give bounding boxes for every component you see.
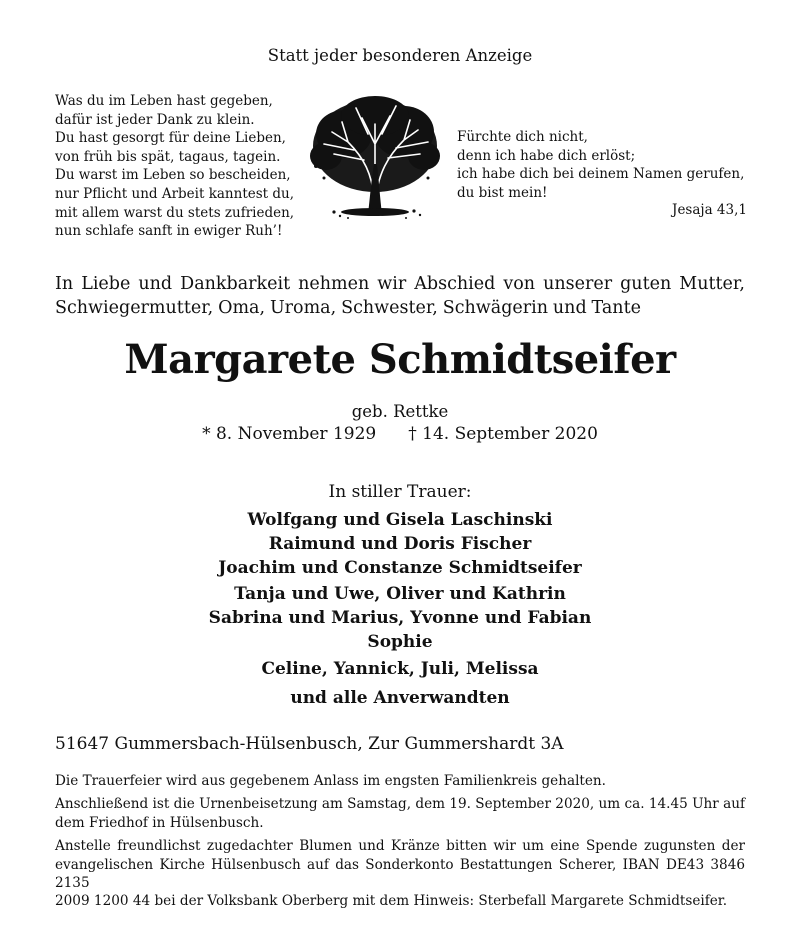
intro-line-1 [55, 272, 745, 296]
note-line: Anschließend ist die Urnenbeisetzung am Samstag, dem 19. September 2020, um ca. 14.45 Uhr auf [55, 796, 746, 813]
intro-text [55, 272, 745, 320]
family-line: Sabrina und Marius, Yvonne und Fabian [208, 608, 592, 628]
intro-word: guten [620, 274, 672, 294]
note-line: evangelischen Kirche Hülsenbusch auf das Sonderkonto Bestattungen Scherer, IBAN DE43 3846 2135 [55, 856, 745, 892]
deceased-name: Margarete Schmidtseifer [124, 336, 676, 383]
poem-left-line: Du warst im Leben so bescheiden, [55, 167, 291, 184]
note-line: Anstelle freundlichst zugedachter Blumen und Kränze bitten wir um eine Spende zugunsten der [55, 838, 745, 855]
poem-left-line: dafür ist jeder Dank zu klein. [55, 111, 255, 128]
intro-word: unserer [543, 274, 613, 294]
poem-left-line: nun schlafe sanft in ewiger Ruh’! [55, 223, 283, 240]
poem-right [457, 128, 757, 202]
poem-right-line: du bist mein! [457, 184, 548, 201]
poem-right-line: Fürchte dich nicht, [457, 129, 588, 145]
birth-date: * 8. November 1929 [202, 424, 377, 444]
note-burial [55, 795, 745, 832]
poem-right-line: ich habe dich bei deinem Namen gerufen, [457, 166, 745, 183]
intro-word: Schwester, [341, 298, 438, 318]
family-group-children [0, 508, 800, 580]
intro-word: und [552, 298, 587, 318]
bible-verse-source: Jesaja 43,1 [672, 202, 747, 218]
note-donation [55, 837, 745, 911]
notice-heading: Statt jeder besonderen Anzeige [267, 46, 533, 65]
note-ceremony: Die Trauerfeier wird aus gegebenem Anlass im engsten Familienkreis gehalten. [55, 773, 607, 789]
intro-word: In [55, 274, 74, 294]
intro-line-2 [55, 296, 745, 320]
intro-word: Schwiegermutter, [55, 298, 214, 318]
intro-word: Oma, [218, 298, 266, 318]
note-line: 2009 1200 44 bei der Volksbank Oberberg mit dem Hinweis: Sterbefall Margarete Schmidtseifer. [55, 893, 728, 910]
poem-left-line: Was du im Leben hast gegeben, [55, 93, 273, 109]
intro-word: Liebe [81, 274, 131, 294]
intro-word: von [503, 274, 536, 294]
family-line: Wolfgang und Gisela Laschinski [247, 510, 553, 530]
life-dates [0, 424, 800, 444]
intro-word: und [138, 274, 173, 294]
intro-word: Uroma, [269, 298, 337, 318]
family-line: Tanja und Uwe, Oliver und Kathrin [234, 584, 566, 604]
address: 51647 Gummersbach-Hülsenbusch, Zur Gummershardt 3A [55, 734, 564, 754]
intro-word: nehmen [298, 274, 370, 294]
family-group-relatives: und alle Anverwandten [290, 688, 510, 708]
death-date: † 14. September 2020 [408, 424, 598, 444]
family-group-great-grandchildren: Celine, Yannick, Juli, Melissa [261, 659, 539, 679]
poem-left-line: von früh bis spät, tagaus, tagein. [55, 148, 281, 165]
family-line: Raimund und Doris Fischer [268, 534, 532, 554]
intro-word: Mutter, [679, 274, 745, 294]
maiden-name: geb. Rettke [351, 402, 449, 421]
tree-icon [304, 94, 446, 222]
poem-right-line: denn ich habe dich erlöst; [457, 147, 636, 164]
intro-word: Schwägerin [442, 298, 549, 318]
poem-left-line: mit allem warst du stets zufrieden, [55, 204, 295, 221]
poem-left-line: Du hast gesorgt für deine Lieben, [55, 130, 286, 147]
intro-word: Abschied [414, 274, 496, 294]
family-group-grandchildren [0, 582, 800, 654]
intro-word: Dankbarkeit [180, 274, 291, 294]
poem-left [55, 92, 305, 241]
mourning-label: In stiller Trauer: [328, 482, 472, 502]
poem-left-line: nur Pflicht und Arbeit kanntest du, [55, 185, 295, 202]
family-line: Sophie [367, 632, 433, 652]
intro-word: wir [377, 274, 407, 294]
intro-word: Tante [591, 298, 641, 318]
note-line: dem Friedhof in Hülsenbusch. [55, 814, 264, 831]
family-line: Joachim und Constanze Schmidtseifer [218, 558, 582, 578]
funeral-notes [55, 772, 745, 916]
